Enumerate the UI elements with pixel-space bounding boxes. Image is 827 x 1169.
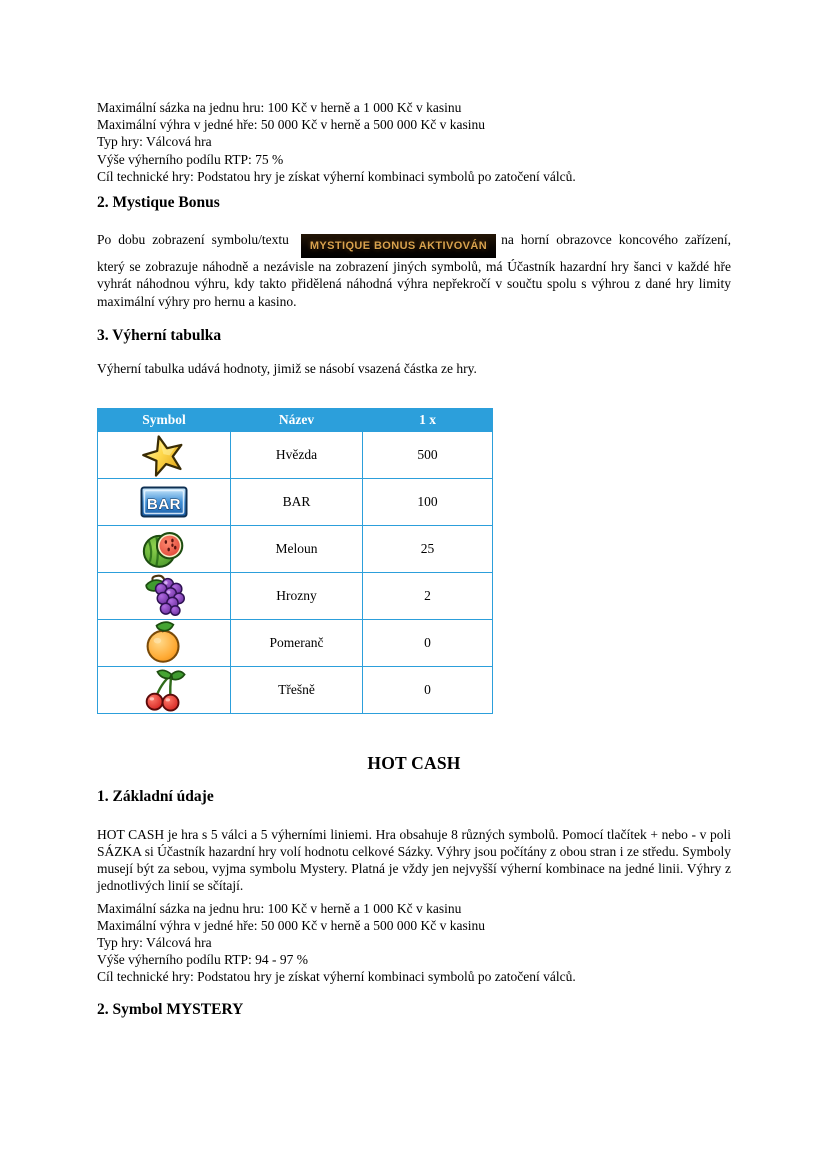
paytable-intro-text: Výherní tabulka udává hodnoty, jimiž se násobí vsazená částka ze hry. [97, 360, 477, 376]
mystique-bonus-activated-badge: MYSTIQUE BONUS AKTIVOVÁN [301, 234, 496, 258]
symbol-cell [98, 666, 231, 713]
multiplier-cell: 0 [363, 619, 493, 666]
paytable [97, 408, 493, 714]
info-line: Cíl technické hry: Podstatou hry je získat výherní kombinaci symbolů po zatočení válců. [97, 168, 576, 184]
symbol-cell [98, 572, 231, 619]
table-row [98, 619, 493, 666]
info-block-2 [97, 900, 731, 986]
name-cell: Meloun [231, 525, 363, 572]
bar-icon [140, 486, 188, 518]
name-cell: Hrozny [231, 572, 363, 619]
game2-title: HOT CASH [367, 752, 461, 773]
multiplier-cell: 0 [363, 666, 493, 713]
info-line: Cíl technické hry: Podstatou hry je získat výherní kombinaci symbolů po zatočení válců. [97, 969, 576, 985]
section-heading-symbol-mystery: 2. Symbol MYSTERY [97, 1000, 244, 1018]
info-line: Výše výherního podílu RTP: 75 % [97, 151, 284, 167]
symbol-cell [98, 478, 231, 525]
section-heading-mystique-bonus: 2. Mystique Bonus [97, 194, 220, 212]
info-line: Výše výherního podílu RTP: 94 - 97 % [97, 952, 309, 968]
info-block-1 [97, 99, 731, 185]
info-line: Maximální výhra v jedné hře: 50 000 Kč v herně a 500 000 Kč v kasinu [97, 117, 486, 133]
multiplier-cell: 25 [363, 525, 493, 572]
page-content [97, 99, 731, 1020]
table-row [98, 572, 493, 619]
paytable-header-row [98, 408, 493, 431]
info-line: Typ hry: Válcová hra [97, 935, 212, 951]
name-cell: BAR [231, 478, 363, 525]
info-line: Maximální sázka na jednu hru: 100 Kč v herně a 1 000 Kč v kasinu [97, 900, 462, 916]
column-header-symbol: Symbol [98, 408, 231, 431]
paragraph-mystique [97, 231, 731, 310]
info-line: Maximální sázka na jednu hru: 100 Kč v herně a 1 000 Kč v kasinu [97, 100, 462, 115]
paragraph-basic-info: HOT CASH je hra s 5 válci a 5 výherními liniemi. Hra obsahuje 8 různých symbolů. Pomocí tlačítek + nebo - v poli SÁZKA si Účastník hazardní hry volí hodnotu celkové Sázky. Výhry jsou počítány z obou stran i ze středu. Symboly musejí být za sebou, vyjma symbolu Mystery. Platná je vždy jen nejvyšší výherní kombinace na jedné linii. Výhry z jednotlivých linií se sčítají. [97, 826, 731, 894]
watermelon-icon [141, 526, 187, 571]
table-row [98, 431, 493, 478]
mystique-text-before: Po dobu zobrazení symbolu/textu [97, 232, 296, 248]
grapes-icon [141, 573, 187, 618]
symbol-cell [98, 431, 231, 478]
name-cell: Pomeranč [231, 619, 363, 666]
mystique-text-after: na horní obrazovce koncového zařízení, který se zobrazuje náhodně a nezávisle na zobrazení jiných symbolů, má Účastník hazardní hry šanci v každé hře vyhrát náhodnou výhru, kdy takto přidělená náhodná výhra nepřekročí v součtu spolu s výhrou z dané hry limity maximální výhry pro hernu a kasino. [97, 232, 731, 309]
info-line: Typ hry: Válcová hra [97, 134, 212, 150]
column-header-multiplier: 1 x [363, 408, 493, 431]
multiplier-cell: 2 [363, 572, 493, 619]
table-row [98, 478, 493, 525]
symbol-cell [98, 619, 231, 666]
info-line: Maximální výhra v jedné hře: 50 000 Kč v herně a 500 000 Kč v kasinu [97, 917, 486, 933]
section-heading-basic-info: 1. Základní údaje [97, 787, 214, 805]
column-header-name: Název [231, 408, 363, 431]
orange-icon [141, 620, 187, 665]
symbol-cell [98, 525, 231, 572]
name-cell: Hvězda [231, 431, 363, 478]
multiplier-cell: 100 [363, 478, 493, 525]
multiplier-cell: 500 [363, 431, 493, 478]
svg-text:BAR: BAR [147, 495, 181, 513]
table-row [98, 666, 493, 713]
name-cell: Třešně [231, 666, 363, 713]
cherries-icon [141, 667, 187, 712]
table-row [98, 525, 493, 572]
section-heading-paytable: 3. Výherní tabulka [97, 326, 222, 344]
star-icon [141, 432, 187, 477]
